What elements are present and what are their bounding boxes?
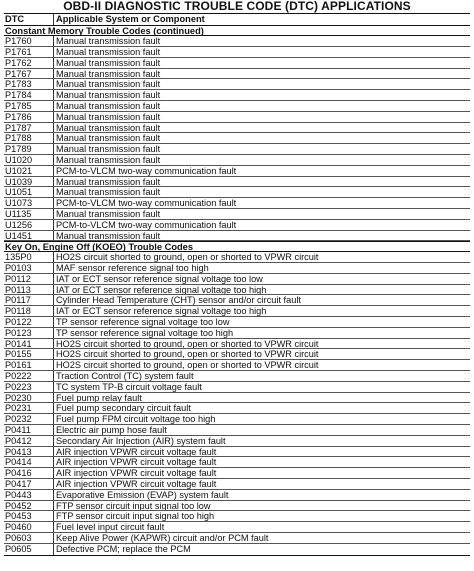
table-row xyxy=(4,166,470,177)
dtc-code: P1762 xyxy=(4,58,54,68)
dtc-code: P0232 xyxy=(4,414,54,424)
table-row xyxy=(4,274,470,285)
dtc-description: Manual transmission fault xyxy=(56,133,161,144)
dtc-table xyxy=(4,13,470,556)
table-row xyxy=(4,198,470,209)
table-row xyxy=(4,339,470,350)
dtc-code: P0118 xyxy=(4,306,54,316)
table-row xyxy=(4,393,470,404)
table-row xyxy=(4,403,470,414)
table-row xyxy=(4,371,470,382)
table-row xyxy=(4,447,470,458)
dtc-code: P0460 xyxy=(4,522,54,532)
header-dtc: DTC xyxy=(4,14,54,25)
table-row xyxy=(4,425,470,436)
dtc-description: AIR injection VPWR circuit voltage fault xyxy=(56,468,217,478)
dtc-code: P0452 xyxy=(4,501,54,511)
dtc-description: AIR injection VPWR circuit voltage fault xyxy=(56,446,217,457)
dtc-code: P0103 xyxy=(4,263,54,273)
dtc-description: Evaporative Emission (EVAP) system fault xyxy=(56,489,229,500)
dtc-description: FTP sensor circuit input signal too low xyxy=(56,500,211,511)
table-row xyxy=(4,349,470,360)
dtc-description: HO2S circuit shorted to ground, open or shorted to VPWR circuit xyxy=(56,349,319,360)
table-row xyxy=(4,511,470,522)
dtc-description: Manual transmission fault xyxy=(56,111,161,122)
dtc-description: AIR injection VPWR circuit voltage fault xyxy=(56,457,217,468)
dtc-code: P0603 xyxy=(4,533,54,543)
table-row xyxy=(4,328,470,339)
dtc-description: FTP sensor circuit input signal too high xyxy=(56,511,215,522)
dtc-description: Manual transmission fault xyxy=(56,144,161,155)
dtc-code: P1784 xyxy=(4,90,54,100)
table-row xyxy=(4,144,470,155)
dtc-code: U1256 xyxy=(4,220,54,230)
table-body xyxy=(4,26,470,555)
dtc-code: P0413 xyxy=(4,447,54,457)
table-row xyxy=(4,501,470,512)
table-row xyxy=(4,285,470,296)
dtc-description: IAT or ECT sensor reference signal voltage too high xyxy=(56,306,267,317)
dtc-description: Fuel level input circuit fault xyxy=(56,522,165,532)
table-row xyxy=(4,490,470,501)
dtc-code: P0414 xyxy=(4,457,54,467)
table-row xyxy=(4,101,470,112)
table-row xyxy=(4,317,470,328)
table-row xyxy=(4,533,470,544)
dtc-description: Manual transmission fault xyxy=(56,187,161,198)
dtc-description: Cylinder Head Temperature (CHT) sensor and/or circuit fault xyxy=(56,295,301,306)
dtc-description: Manual transmission fault xyxy=(56,47,161,57)
dtc-code: P1789 xyxy=(4,144,54,154)
dtc-code: P0223 xyxy=(4,382,54,392)
dtc-code: P0443 xyxy=(4,490,54,500)
table-row xyxy=(4,69,470,80)
page-title: OBD-II DIAGNOSTIC TROUBLE CODE (DTC) APPLICATIONS xyxy=(63,0,411,13)
dtc-code: P0417 xyxy=(4,479,54,489)
dtc-code: P0230 xyxy=(4,393,54,403)
table-row xyxy=(4,436,470,447)
table-row xyxy=(4,177,470,188)
table-row xyxy=(4,133,470,144)
table-row xyxy=(4,295,470,306)
table-row xyxy=(4,58,470,69)
header-applicable-system: Applicable System or Component xyxy=(56,14,205,24)
dtc-code: P1767 xyxy=(4,69,54,79)
dtc-description: IAT or ECT sensor reference signal voltage too low xyxy=(56,273,263,284)
dtc-code: U1020 xyxy=(4,155,54,165)
dtc-description: PCM-to-VLCM two-way communication fault xyxy=(56,165,237,176)
dtc-description: PCM-to-VLCM two-way communication fault xyxy=(56,198,237,209)
dtc-code: P0155 xyxy=(4,349,54,359)
dtc-description: Electric air pump hose fault xyxy=(56,424,167,435)
table-row xyxy=(4,79,470,90)
dtc-description: Manual transmission fault xyxy=(56,155,161,165)
table-row xyxy=(4,112,470,123)
dtc-description: IAT or ECT sensor reference signal voltage too high xyxy=(56,284,267,295)
dtc-code: U1039 xyxy=(4,177,54,187)
dtc-code: 135P0 xyxy=(4,252,54,262)
dtc-code: P0117 xyxy=(4,295,54,305)
dtc-description: Manual transmission fault xyxy=(56,230,161,241)
dtc-description: Fuel pump FPM circuit voltage too high xyxy=(56,414,216,424)
table-row xyxy=(4,209,470,220)
dtc-code: P0411 xyxy=(4,425,54,435)
dtc-description: PCM-to-VLCM two-way communication fault xyxy=(56,219,237,230)
dtc-code: P0123 xyxy=(4,328,54,338)
dtc-description: Secondary Air Injection (AIR) system fault xyxy=(56,435,226,446)
dtc-description: TP sensor reference signal voltage too low xyxy=(56,317,230,327)
dtc-code: U1051 xyxy=(4,187,54,197)
dtc-code: U1073 xyxy=(4,198,54,208)
dtc-code: P0141 xyxy=(4,339,54,349)
table-row xyxy=(4,36,470,47)
dtc-code: U1451 xyxy=(4,231,54,241)
dtc-code: P0453 xyxy=(4,511,54,521)
table-row xyxy=(4,90,470,101)
dtc-code: P0412 xyxy=(4,436,54,446)
dtc-description: TP sensor reference signal voltage too high xyxy=(56,327,234,338)
dtc-code: P1786 xyxy=(4,112,54,122)
table-row xyxy=(4,479,470,490)
section-heading xyxy=(4,26,470,37)
table-row xyxy=(4,360,470,371)
table-row xyxy=(4,123,470,134)
table-row xyxy=(4,522,470,533)
table-row xyxy=(4,187,470,198)
dtc-code: P1783 xyxy=(4,79,54,89)
dtc-description: Manual transmission fault xyxy=(56,101,161,111)
dtc-description: HO2S circuit shorted to ground, open or shorted to VPWR circuit xyxy=(56,338,319,349)
dtc-code: P1788 xyxy=(4,133,54,143)
table-row xyxy=(4,468,470,479)
dtc-description: HO2S circuit shorted to ground, open or shorted to VPWR circuit xyxy=(56,360,319,370)
dtc-code: P0231 xyxy=(4,403,54,413)
dtc-description: Manual transmission fault xyxy=(56,68,161,79)
section-heading xyxy=(4,241,470,252)
dtc-code: P0112 xyxy=(4,274,54,284)
dtc-code: P0113 xyxy=(4,285,54,295)
dtc-description: Manual transmission fault xyxy=(56,122,161,133)
dtc-description: Manual transmission fault xyxy=(56,79,161,90)
table-row xyxy=(4,306,470,317)
table-row xyxy=(4,544,470,555)
dtc-code: P1787 xyxy=(4,123,54,133)
table-row xyxy=(4,220,470,231)
dtc-description: Manual transmission fault xyxy=(56,90,161,101)
table-row xyxy=(4,263,470,274)
table-row xyxy=(4,155,470,166)
table-row xyxy=(4,231,470,242)
dtc-description: Fuel pump secondary circuit fault xyxy=(56,403,191,414)
dtc-code: P1761 xyxy=(4,47,54,57)
dtc-code: P1785 xyxy=(4,101,54,111)
table-row xyxy=(4,457,470,468)
dtc-description: Keep Alive Power (KAPWR) circuit and/or PCM fault xyxy=(56,532,269,543)
dtc-description: Traction Control (TC) system fault xyxy=(56,371,194,381)
dtc-description: Manual transmission fault xyxy=(56,36,161,47)
dtc-description: MAF sensor reference signal too high xyxy=(56,263,209,273)
dtc-code: P1760 xyxy=(4,36,54,46)
table-row xyxy=(4,252,470,263)
table-row xyxy=(4,382,470,393)
dtc-description: Fuel pump relay fault xyxy=(56,392,142,403)
section-heading-label: Constant Memory Trouble Codes (continued) xyxy=(5,25,204,36)
dtc-code: P0222 xyxy=(4,371,54,381)
dtc-description: Defective PCM; replace the PCM xyxy=(56,543,191,554)
dtc-description: HO2S circuit shorted to ground, open or shorted to VPWR circuit xyxy=(56,252,319,263)
section-heading-label: Key On, Engine Off (KOEO) Trouble Codes xyxy=(5,242,194,253)
dtc-code: P0161 xyxy=(4,360,54,370)
dtc-description: Manual transmission fault xyxy=(56,57,161,68)
dtc-description: AIR injection VPWR circuit voltage fault xyxy=(56,478,217,489)
dtc-description: Manual transmission fault xyxy=(56,176,161,187)
dtc-code: P0122 xyxy=(4,317,54,327)
table-row xyxy=(4,47,470,58)
dtc-code: P0605 xyxy=(4,544,54,555)
dtc-code: U1135 xyxy=(4,209,54,219)
table-row xyxy=(4,414,470,425)
dtc-description: Manual transmission fault xyxy=(56,209,161,219)
dtc-description: TC system TP-B circuit voltage fault xyxy=(56,381,202,392)
dtc-code: U1021 xyxy=(4,166,54,176)
dtc-code: P0416 xyxy=(4,468,54,478)
table-header-row xyxy=(4,14,470,26)
